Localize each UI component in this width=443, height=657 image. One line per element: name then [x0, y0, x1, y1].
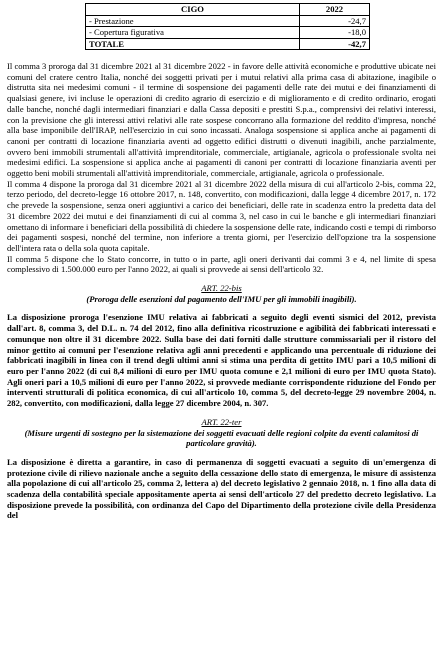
document-page	[0, 3, 443, 657]
paragraph-comma-4: Il comma 4 dispone la proroga dal 31 dicembre 2021 al 31 dicembre 2022 della misura di cui all'articolo 2-bis, comma 22, terzo periodo, del decreto-legge 16 ottobre 2017, n. 148, convertito, con modificazioni, dalla legge 4 dicembre 2017, n. 172 che prevede la sospensione, senza oneri aggiuntivi a carico dei beneficiari, delle rate in scadenza entro la predetta data del 31 dicembre 2022 dei mutui e dei finanziamenti di cui al comma 3, nel caso in cui le banche e gli intermediari finanziari omettano di informare i beneficiari della possibilità di chiedere la sospensione delle rate, indicando costi e tempi di rimborso dei pagamenti sospesi, nonché del termine, non inferiore a trenta giorni, per l'esercizio dell'opzione tra la sospensione dell'intera rata o della sola quota capitale.	[7, 178, 436, 253]
table-header-row	[86, 4, 370, 16]
row-label: - Prestazione	[86, 15, 300, 27]
article-22ter-text: La disposizione è diretta a garantire, in caso di permanenza di soggetti evacuati a seguito di un'emergenza di protezione civile di rilievo nazionale anche a seguito della cessazione dello stato di emergenza, le misure di assistenza alla popolazione di cui all'articolo 25, comma 2, lettera a) del decreto legislativo 2 gennaio 2018, n. 1 fino alla data di scadenza della contabilità speciale appositamente aperta ai sensi dell'articolo 27 del predetto decreto legislativo. La disposizione prevede la possibilità, con ordinanza del Capo del Dipartimento della protezione civile della Presidenza del	[7, 456, 436, 521]
row-value: -18,0	[300, 27, 370, 39]
body-text	[7, 61, 436, 275]
paragraph-comma-3: Il comma 3 proroga dal 31 dicembre 2021 al 31 dicembre 2022 - in favore delle attività economiche e produttive ubicate nei comuni del cratere centro Italia, nonché dei soggetti privati per i mutui relativi alla prima casa di abitazione, inagibile o distrutta sita nei medesimi comuni - il termine di sospensione dei pagamenti delle rate dei mutui e dei finanziamenti di qualsiasi genere, ivi incluse le operazioni di credito agrario di esercizio e di miglioramento e di credito ordinario, erogati dalle banche, nonché dagli intermediari finanziari e dalla Cassa depositi e prestiti S.p.a., comprensivi dei relativi interessi, con la previsione che gli interessi attivi relativi alle rate sospese concorrano alla formazione del reddito d'impresa, nonché alla base imponibile dell'IRAP, nell'esercizio in cui sono incassati. Analoga sospensione si applica anche ai pagamenti di canoni per contratti di locazione finanziaria aventi ad oggetto edifici distrutti o divenuti inagibili, anche parzialmente, ovvero beni immobili strumentali all'attività imprenditoriale, commerciale, artigianale, agricola o professionale svolta nei medesimi edifici. La sospensione si applica anche ai pagamenti di canoni per contratti di locazione finanziaria aventi per oggetto beni mobili strumentali all'attività imprenditoriale, commerciale, artigianale, agricola o professionale.	[7, 61, 436, 179]
cigo-table	[85, 3, 370, 50]
table-total-row	[86, 38, 370, 50]
total-value: -42,7	[300, 38, 370, 50]
article-subtitle: (Proroga delle esenzioni dal pagamento dell'IMU per gli immobili inagibili).	[86, 293, 357, 304]
section-heading-22bis	[7, 283, 436, 304]
table-row	[86, 27, 370, 39]
total-label: TOTALE	[86, 38, 300, 50]
row-value: -24,7	[300, 15, 370, 27]
section-heading-22ter	[7, 417, 436, 449]
table-header-year: 2022	[300, 4, 370, 16]
table-header-label: CIGO	[86, 4, 300, 16]
article-title: ART. 22-ter	[201, 416, 242, 427]
table-row	[86, 15, 370, 27]
article-title: ART. 22-bis	[201, 283, 242, 294]
row-label: - Copertura figurativa	[86, 27, 300, 39]
paragraph-comma-5: Il comma 5 dispone che lo Stato concorre, in tutto o in parte, agli oneri derivanti dai commi 3 e 4, nel limite di spesa complessivo di 1.500.000 euro per l'anno 2022, ai quali si provvede ai sensi dell'articolo 32.	[7, 253, 436, 275]
article-subtitle: (Misure urgenti di sostegno per la sistemazione dei soggetti evacuati delle regioni colpite da eventi calamitosi di particolare gravità).	[24, 427, 419, 449]
article-22bis-text: La disposizione proroga l'esenzione IMU relativa ai fabbricati a seguito degli eventi sismici del 2012, prevista dall'art. 8, comma 3, del D.L. n. 74 del 2012, fino alla definitiva ricostruzione e agibilità dei fabbricati interessati e comunque non oltre il 31 dicembre 2022. Sulla base dei dati forniti dalle strutture commissariali per il ristoro del minor gettito ai comuni per l'esenzione relativa agli anni precedenti e applicando una percentuale di riduzione dei fabbricati inagibili in linea con il trend degli ultimi anni si stima una perdita di gettito IMU pari a 10,5 milioni di euro per l'anno 2022 (di cui 8,4 milioni di euro per IMU quota comune e 2,1 milioni di euro per IMU quota Stato). Agli oneri pari a 10,5 milioni di euro per l'anno 2022, si provvede mediante corrispondente riduzione del Fondo per interventi strutturali di politica economica, di cui all'articolo 10, comma 5, del decreto-legge 29 novembre 2004, n. 282, convertito, con modificazioni, dalla legge 27 dicembre 2004, n. 307.	[7, 312, 436, 409]
